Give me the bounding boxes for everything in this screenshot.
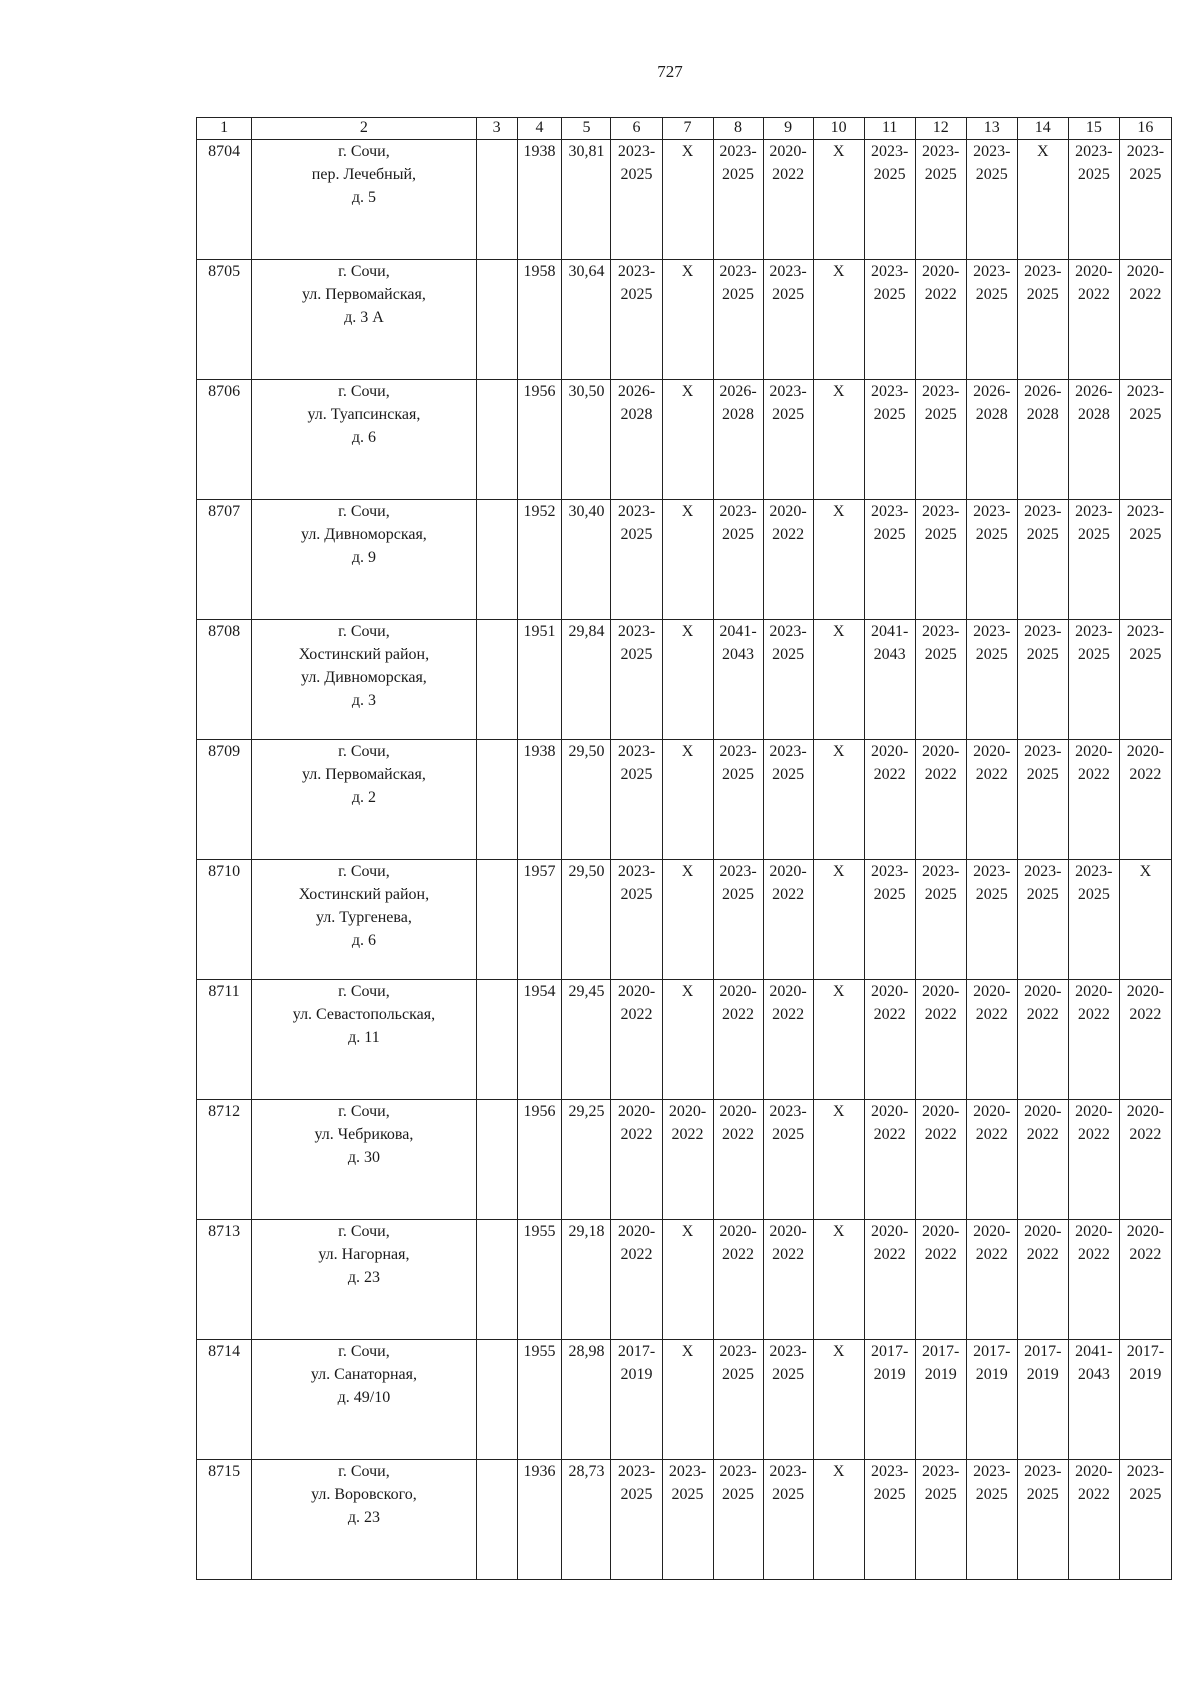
value-cell: 30,40	[562, 500, 611, 620]
period-cell: 2020- 2022	[1068, 1100, 1119, 1220]
table-row	[197, 1340, 1172, 1460]
period-cell: 2020- 2022	[1017, 1100, 1068, 1220]
period-cell: 2023- 2025	[763, 380, 813, 500]
address-cell: г. Сочи, ул. Воровского, д. 23	[252, 1460, 477, 1580]
value-cell: 29,18	[562, 1220, 611, 1340]
period-cell: X	[813, 620, 864, 740]
period-cell: 2023- 2025	[713, 1340, 763, 1460]
period-cell: 2023- 2025	[864, 1460, 915, 1580]
period-cell: 2020- 2022	[1119, 740, 1171, 860]
period-cell: 2020- 2022	[611, 1220, 662, 1340]
period-cell: 2023- 2025	[611, 260, 662, 380]
period-cell: X	[813, 1220, 864, 1340]
period-cell: 2020- 2022	[763, 980, 813, 1100]
period-cell: 2020- 2022	[1119, 1100, 1171, 1220]
column-3-cell	[476, 140, 517, 260]
column-3-cell	[476, 740, 517, 860]
column-header: 16	[1119, 118, 1171, 140]
period-cell: 2020- 2022	[1017, 1220, 1068, 1340]
address-cell: г. Сочи, ул. Туапсинская, д. 6	[252, 380, 477, 500]
value-cell: 28,73	[562, 1460, 611, 1580]
column-header: 7	[662, 118, 713, 140]
period-cell: 2020- 2022	[763, 140, 813, 260]
address-cell: г. Сочи, ул. Первомайская, д. 2	[252, 740, 477, 860]
period-cell: 2020- 2022	[713, 1220, 763, 1340]
column-3-cell	[476, 1220, 517, 1340]
period-cell: 2020- 2022	[713, 980, 763, 1100]
table-row	[197, 500, 1172, 620]
row-number-cell: 8705	[197, 260, 252, 380]
period-cell: 2023- 2025	[1017, 500, 1068, 620]
period-cell: 2023- 2025	[915, 140, 966, 260]
value-cell: 30,64	[562, 260, 611, 380]
period-cell: X	[813, 500, 864, 620]
year-cell: 1956	[517, 1100, 562, 1220]
register-table	[196, 117, 1172, 1580]
period-cell: 2023- 2025	[864, 500, 915, 620]
period-cell: 2023- 2025	[713, 860, 763, 980]
address-cell: г. Сочи, ул. Чебрикова, д. 30	[252, 1100, 477, 1220]
period-cell: X	[1017, 140, 1068, 260]
page-number: 727	[657, 62, 683, 81]
column-3-cell	[476, 260, 517, 380]
period-cell: X	[813, 140, 864, 260]
period-cell: X	[662, 620, 713, 740]
period-cell: 2023- 2025	[713, 140, 763, 260]
value-cell: 29,25	[562, 1100, 611, 1220]
column-3-cell	[476, 1100, 517, 1220]
period-cell: 2023- 2025	[763, 260, 813, 380]
row-number-cell: 8706	[197, 380, 252, 500]
period-cell: 2020- 2022	[966, 980, 1017, 1100]
period-cell: 2023- 2025	[915, 1460, 966, 1580]
year-cell: 1955	[517, 1220, 562, 1340]
period-cell: 2023- 2025	[662, 1460, 713, 1580]
address-cell: г. Сочи, ул. Севастопольская, д. 11	[252, 980, 477, 1100]
period-cell: 2023- 2025	[713, 500, 763, 620]
period-cell: 2020- 2022	[966, 1100, 1017, 1220]
year-cell: 1956	[517, 380, 562, 500]
period-cell: 2017- 2019	[915, 1340, 966, 1460]
period-cell: 2023- 2025	[864, 860, 915, 980]
column-header: 6	[611, 118, 662, 140]
period-cell: 2023- 2025	[763, 620, 813, 740]
table-row	[197, 1220, 1172, 1340]
period-cell: X	[813, 1340, 864, 1460]
period-cell: 2023- 2025	[1068, 500, 1119, 620]
period-cell: 2023- 2025	[864, 140, 915, 260]
period-cell: X	[813, 980, 864, 1100]
period-cell: 2020- 2022	[1119, 1220, 1171, 1340]
period-cell: 2020- 2022	[763, 860, 813, 980]
address-cell: г. Сочи, ул. Дивноморская, д. 9	[252, 500, 477, 620]
period-cell: 2020- 2022	[611, 1100, 662, 1220]
year-cell: 1938	[517, 740, 562, 860]
column-header: 4	[517, 118, 562, 140]
year-cell: 1954	[517, 980, 562, 1100]
year-cell: 1952	[517, 500, 562, 620]
period-cell: 2017- 2019	[864, 1340, 915, 1460]
period-cell: X	[662, 980, 713, 1100]
period-cell: 2017- 2019	[1119, 1340, 1171, 1460]
period-cell: 2023- 2025	[763, 1100, 813, 1220]
period-cell: 2020- 2022	[915, 1220, 966, 1340]
period-cell: X	[1119, 860, 1171, 980]
period-cell: 2026- 2028	[713, 380, 763, 500]
period-cell: 2023- 2025	[966, 140, 1017, 260]
table-row	[197, 620, 1172, 740]
period-cell: X	[662, 500, 713, 620]
period-cell: 2023- 2025	[611, 620, 662, 740]
row-number-cell: 8707	[197, 500, 252, 620]
period-cell: 2041- 2043	[713, 620, 763, 740]
period-cell: 2020- 2022	[763, 1220, 813, 1340]
period-cell: 2026- 2028	[966, 380, 1017, 500]
column-3-cell	[476, 1340, 517, 1460]
period-cell: 2017- 2019	[1017, 1340, 1068, 1460]
period-cell: 2023- 2025	[864, 260, 915, 380]
period-cell: 2020- 2022	[864, 1100, 915, 1220]
period-cell: 2023- 2025	[915, 860, 966, 980]
period-cell: 2023- 2025	[1017, 740, 1068, 860]
period-cell: 2020- 2022	[915, 740, 966, 860]
period-cell: X	[662, 260, 713, 380]
period-cell: X	[662, 1220, 713, 1340]
address-cell: г. Сочи, ул. Санаторная, д. 49/10	[252, 1340, 477, 1460]
period-cell: 2023- 2025	[1119, 140, 1171, 260]
value-cell: 29,50	[562, 740, 611, 860]
column-3-cell	[476, 620, 517, 740]
value-cell: 29,84	[562, 620, 611, 740]
period-cell: 2023- 2025	[763, 1460, 813, 1580]
table-row	[197, 860, 1172, 980]
period-cell: 2023- 2025	[763, 1340, 813, 1460]
period-cell: 2020- 2022	[915, 1100, 966, 1220]
period-cell: 2026- 2028	[1017, 380, 1068, 500]
period-cell: 2023- 2025	[1119, 620, 1171, 740]
value-cell: 30,50	[562, 380, 611, 500]
period-cell: X	[662, 1340, 713, 1460]
period-cell: 2023- 2025	[713, 740, 763, 860]
column-header: 12	[915, 118, 966, 140]
row-number-cell: 8711	[197, 980, 252, 1100]
table-row	[197, 740, 1172, 860]
column-3-cell	[476, 1460, 517, 1580]
period-cell: 2023- 2025	[1068, 140, 1119, 260]
period-cell: 2023- 2025	[713, 260, 763, 380]
period-cell: 2023- 2025	[966, 620, 1017, 740]
row-number-cell: 8714	[197, 1340, 252, 1460]
period-cell: 2020- 2022	[611, 980, 662, 1100]
column-header: 2	[252, 118, 477, 140]
column-number-row	[197, 118, 1172, 140]
period-cell: 2020- 2022	[966, 740, 1017, 860]
period-cell: X	[813, 260, 864, 380]
column-header: 11	[864, 118, 915, 140]
column-3-cell	[476, 860, 517, 980]
period-cell: 2020- 2022	[1119, 260, 1171, 380]
period-cell: 2020- 2022	[966, 1220, 1017, 1340]
period-cell: 2023- 2025	[915, 620, 966, 740]
period-cell: 2023- 2025	[1017, 1460, 1068, 1580]
period-cell: 2020- 2022	[1068, 1220, 1119, 1340]
period-cell: 2023- 2025	[713, 1460, 763, 1580]
period-cell: 2020- 2022	[1017, 980, 1068, 1100]
period-cell: X	[813, 380, 864, 500]
table-row	[197, 140, 1172, 260]
row-number-cell: 8704	[197, 140, 252, 260]
address-cell: г. Сочи, ул. Первомайская, д. 3 А	[252, 260, 477, 380]
column-header: 15	[1068, 118, 1119, 140]
period-cell: 2023- 2025	[1068, 860, 1119, 980]
period-cell: 2023- 2025	[915, 500, 966, 620]
row-number-cell: 8709	[197, 740, 252, 860]
period-cell: 2020- 2022	[915, 980, 966, 1100]
column-header: 9	[763, 118, 813, 140]
period-cell: 2020- 2022	[662, 1100, 713, 1220]
period-cell: 2023- 2025	[864, 380, 915, 500]
period-cell: 2020- 2022	[1068, 1460, 1119, 1580]
period-cell: X	[813, 860, 864, 980]
period-cell: 2026- 2028	[1068, 380, 1119, 500]
column-3-cell	[476, 380, 517, 500]
year-cell: 1955	[517, 1340, 562, 1460]
period-cell: 2023- 2025	[1017, 620, 1068, 740]
period-cell: 2020- 2022	[864, 1220, 915, 1340]
period-cell: 2023- 2025	[611, 500, 662, 620]
table-row	[197, 1100, 1172, 1220]
period-cell: 2020- 2022	[1068, 260, 1119, 380]
period-cell: 2023- 2025	[611, 140, 662, 260]
column-header: 3	[476, 118, 517, 140]
period-cell: 2023- 2025	[763, 740, 813, 860]
period-cell: 2017- 2019	[966, 1340, 1017, 1460]
period-cell: X	[813, 1100, 864, 1220]
period-cell: X	[813, 740, 864, 860]
period-cell: 2023- 2025	[1068, 620, 1119, 740]
period-cell: 2023- 2025	[611, 740, 662, 860]
column-header: 8	[713, 118, 763, 140]
value-cell: 28,98	[562, 1340, 611, 1460]
period-cell: 2041- 2043	[864, 620, 915, 740]
period-cell: 2023- 2025	[1017, 260, 1068, 380]
value-cell: 29,50	[562, 860, 611, 980]
column-header: 14	[1017, 118, 1068, 140]
column-header: 10	[813, 118, 864, 140]
period-cell: 2041- 2043	[1068, 1340, 1119, 1460]
period-cell: 2020- 2022	[1068, 980, 1119, 1100]
year-cell: 1951	[517, 620, 562, 740]
period-cell: 2026- 2028	[611, 380, 662, 500]
address-cell: г. Сочи, пер. Лечебный, д. 5	[252, 140, 477, 260]
period-cell: 2020- 2022	[864, 740, 915, 860]
period-cell: 2020- 2022	[763, 500, 813, 620]
row-number-cell: 8713	[197, 1220, 252, 1340]
year-cell: 1938	[517, 140, 562, 260]
column-header: 5	[562, 118, 611, 140]
table-row	[197, 260, 1172, 380]
column-3-cell	[476, 980, 517, 1100]
period-cell: X	[662, 740, 713, 860]
value-cell: 30,81	[562, 140, 611, 260]
period-cell: 2023- 2025	[611, 860, 662, 980]
period-cell: 2023- 2025	[966, 500, 1017, 620]
period-cell: X	[662, 380, 713, 500]
address-cell: г. Сочи, Хостинский район, ул. Тургенева, д. 6	[252, 860, 477, 980]
period-cell: 2020- 2022	[713, 1100, 763, 1220]
year-cell: 1936	[517, 1460, 562, 1580]
period-cell: X	[813, 1460, 864, 1580]
table-row	[197, 1460, 1172, 1580]
period-cell: 2023- 2025	[1119, 380, 1171, 500]
row-number-cell: 8710	[197, 860, 252, 980]
period-cell: X	[662, 860, 713, 980]
year-cell: 1957	[517, 860, 562, 980]
period-cell: 2020- 2022	[1068, 740, 1119, 860]
period-cell: 2023- 2025	[1119, 500, 1171, 620]
column-header: 13	[966, 118, 1017, 140]
period-cell: 2023- 2025	[1119, 1460, 1171, 1580]
period-cell: 2023- 2025	[966, 260, 1017, 380]
period-cell: 2020- 2022	[1119, 980, 1171, 1100]
period-cell: 2023- 2025	[915, 380, 966, 500]
row-number-cell: 8712	[197, 1100, 252, 1220]
period-cell: 2020- 2022	[864, 980, 915, 1100]
address-cell: г. Сочи, ул. Нагорная, д. 23	[252, 1220, 477, 1340]
period-cell: 2023- 2025	[966, 1460, 1017, 1580]
period-cell: 2017- 2019	[611, 1340, 662, 1460]
column-3-cell	[476, 500, 517, 620]
row-number-cell: 8708	[197, 620, 252, 740]
period-cell: X	[662, 140, 713, 260]
address-cell: г. Сочи, Хостинский район, ул. Дивноморская, д. 3	[252, 620, 477, 740]
period-cell: 2023- 2025	[1017, 860, 1068, 980]
period-cell: 2023- 2025	[611, 1460, 662, 1580]
period-cell: 2020- 2022	[915, 260, 966, 380]
table-row	[197, 980, 1172, 1100]
period-cell: 2023- 2025	[966, 860, 1017, 980]
table-row	[197, 380, 1172, 500]
value-cell: 29,45	[562, 980, 611, 1100]
column-header: 1	[197, 118, 252, 140]
row-number-cell: 8715	[197, 1460, 252, 1580]
year-cell: 1958	[517, 260, 562, 380]
